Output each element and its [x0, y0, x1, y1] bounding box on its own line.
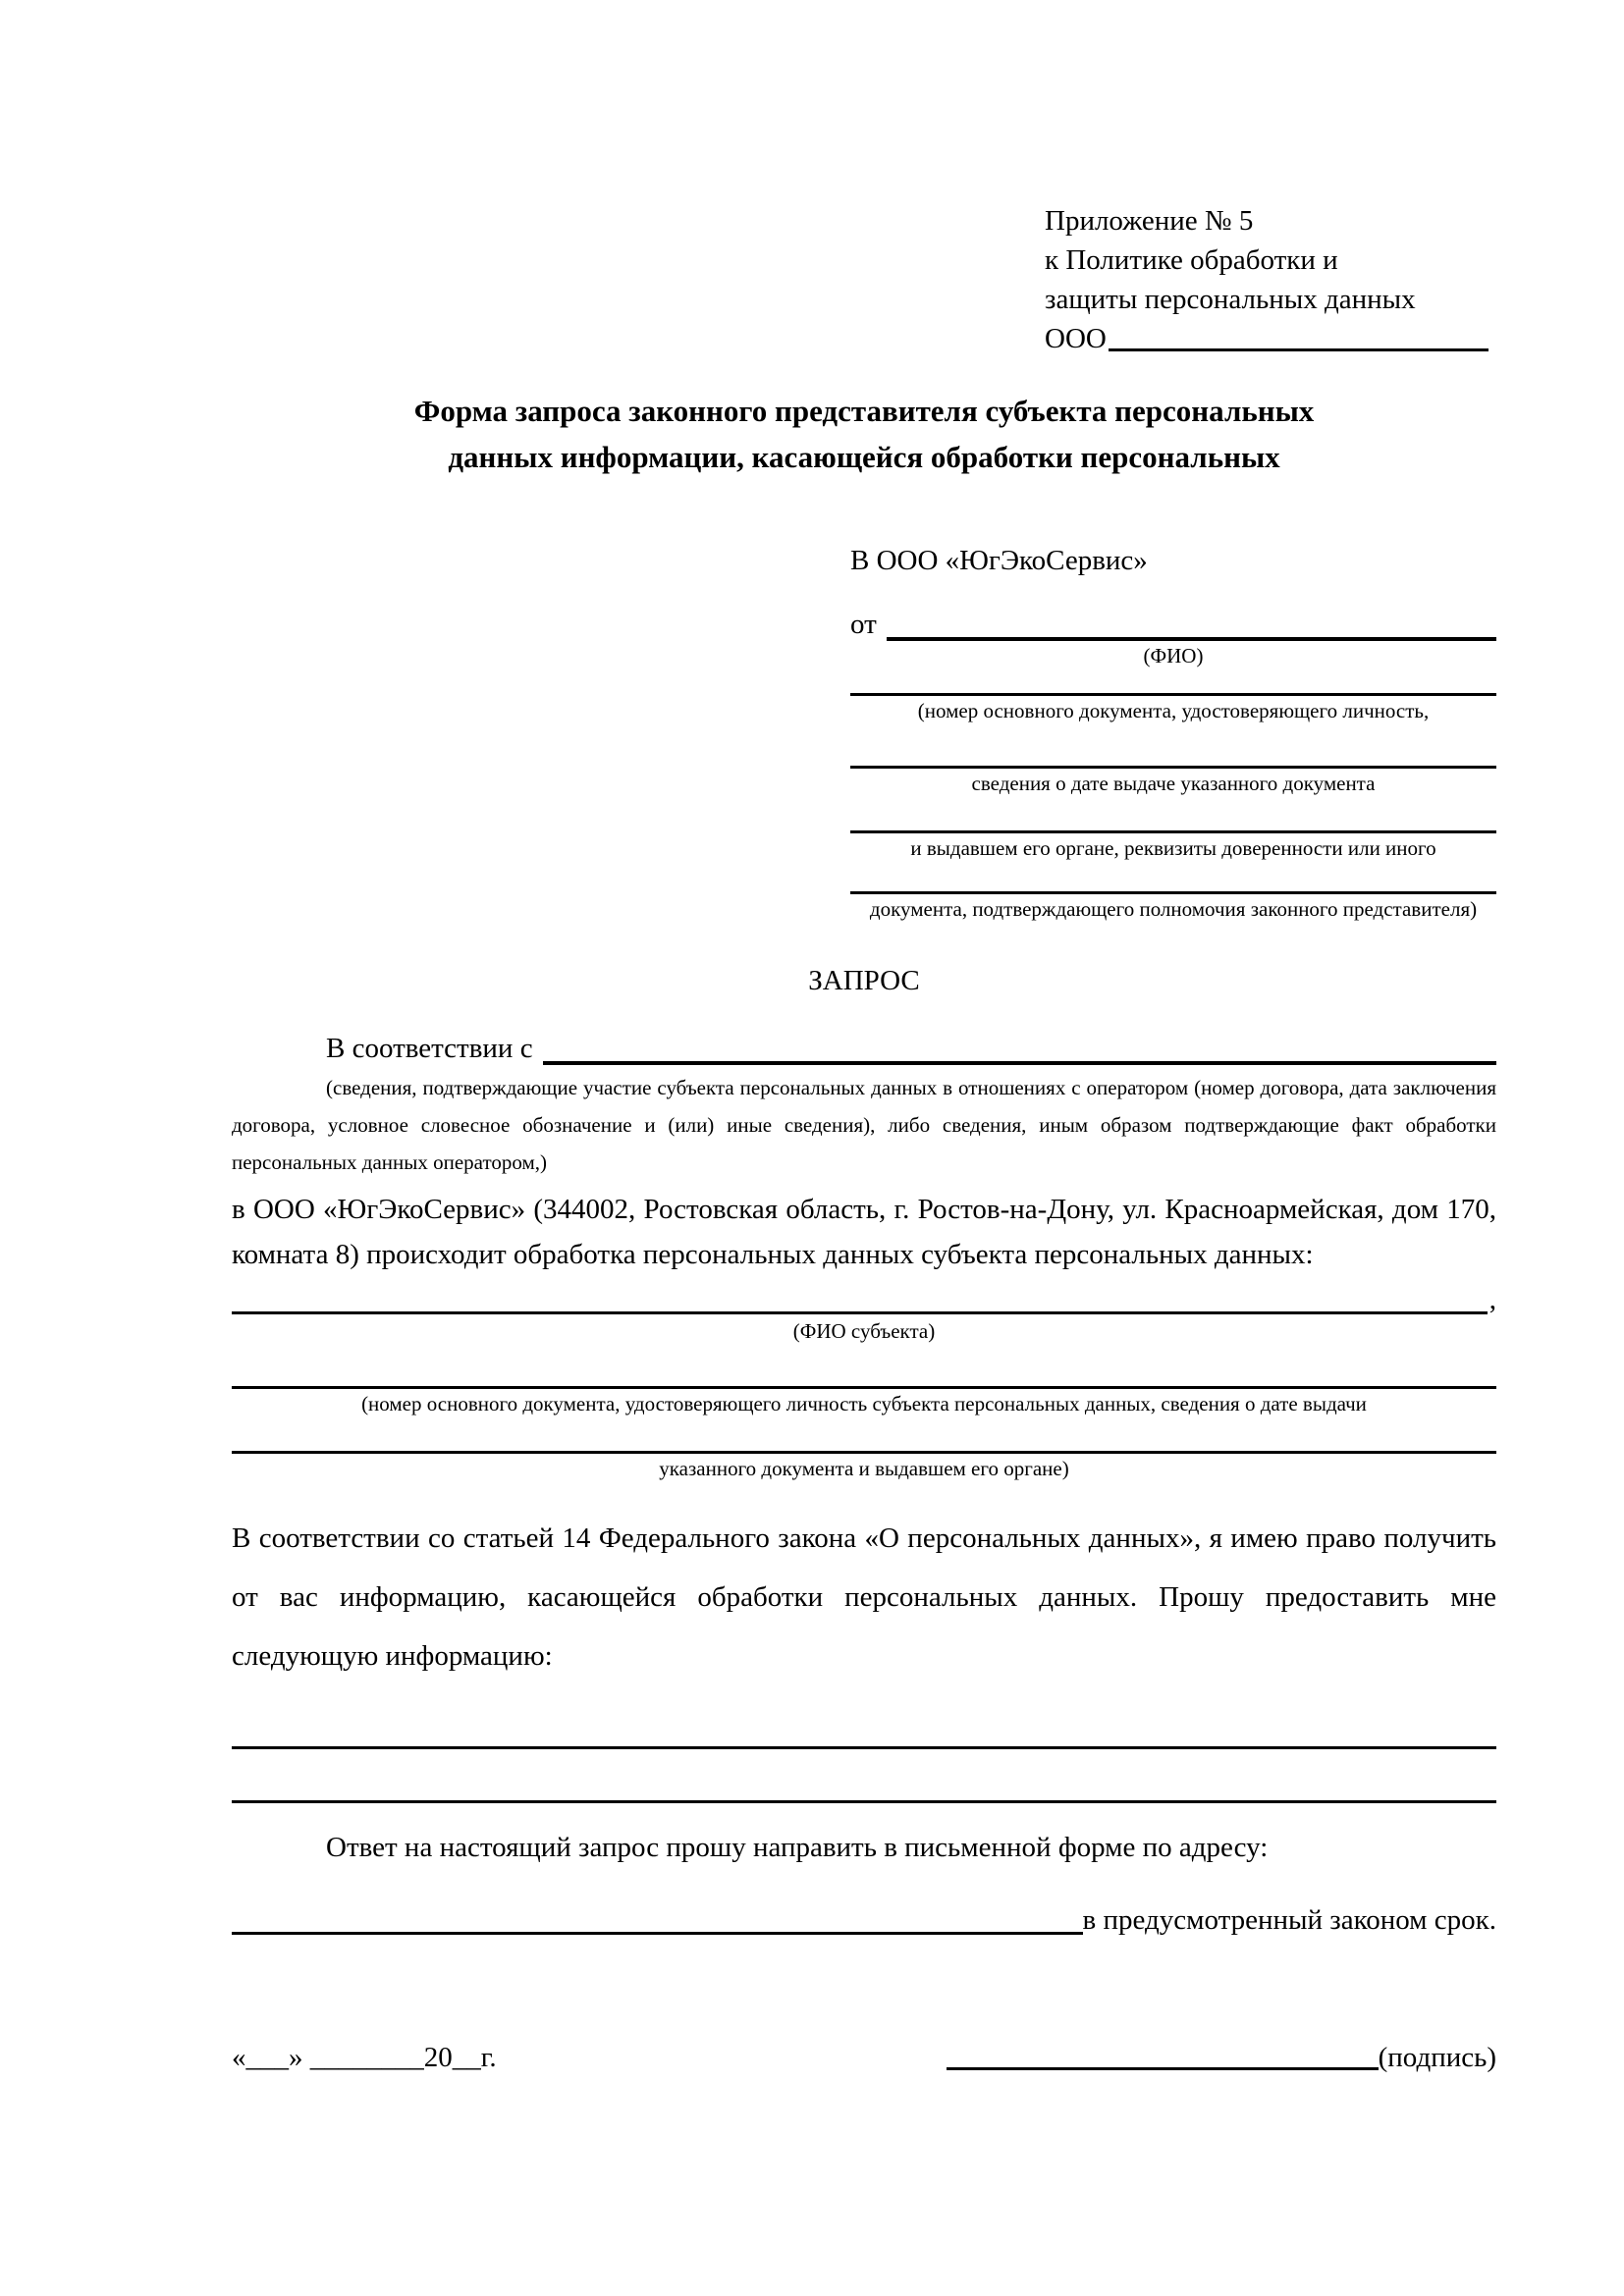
appendix-company-row	[1045, 319, 1489, 358]
date-blank: «___» ________20__г.	[232, 2042, 497, 2073]
company-prefix: ООО	[1045, 323, 1107, 354]
issuing-authority-caption: и выдавшем его органе, реквизиты доверенности или иного	[910, 836, 1436, 860]
addressee-to: В ООО «ЮгЭкоСервис»	[850, 545, 1148, 576]
doc-number-caption: (номер основного документа, удостоверяющего личность,	[917, 699, 1430, 722]
subject-doc-caption: (номер основного документа, удостоверяющего личность субъекта персональных данных, сведения о дате выдачи	[361, 1392, 1367, 1415]
signature-group	[947, 2042, 1496, 2074]
subject-fio-row	[232, 1277, 1496, 1316]
power-of-attorney-caption: документа, подтверждающего полномочия законного представителя)	[869, 897, 1478, 921]
doc-number-blank	[850, 670, 1496, 696]
info-blank-line-1	[232, 1746, 1496, 1749]
law-paragraph: В соответствии со статьей 14 Федерального закона «О персональных данных», я имею право получить от вас информацию, касающейся обработки персональных данных. Прошу предоставить мне следующую информацию:	[232, 1522, 1496, 1672]
subject-fio-caption: (ФИО субъекта)	[792, 1319, 936, 1343]
from-prefix: от	[850, 609, 877, 640]
subject-doc-issuer-caption: указанного документа и выдавшем его органе)	[659, 1457, 1069, 1480]
document-title	[232, 388, 1496, 480]
power-of-attorney-blank	[850, 863, 1496, 894]
from-row	[850, 600, 1496, 641]
subject-doc-issuer-blank	[232, 1418, 1496, 1454]
term-suffix: в предусмотренный законом срок.	[1082, 1904, 1496, 1936]
footer-row	[232, 2031, 1496, 2074]
accordance-row	[232, 1024, 1496, 1065]
issuing-authority-blank	[850, 798, 1496, 833]
title-line-1: Форма запроса законного представителя субъекта персональных	[413, 394, 1315, 428]
issue-date-blank	[850, 725, 1496, 769]
subject-doc-blank	[232, 1346, 1496, 1389]
signature-blank	[947, 2067, 1379, 2070]
request-heading: ЗАПРОС	[808, 965, 920, 996]
address-row	[232, 1894, 1496, 1937]
company-name-blank	[1109, 348, 1489, 351]
addressee-block	[850, 541, 1496, 924]
subject-fio-comma: ,	[1489, 1284, 1496, 1315]
accordance-prefix: В соответствии с	[326, 1033, 533, 1064]
info-blank-line-2	[232, 1800, 1496, 1803]
appendix-line-1: Приложение № 5	[1045, 205, 1254, 237]
accordance-fineprint: (сведения, подтверждающие участие субъекта персональных данных в отношениях с оператором (номер договора, дата заключения договора, условное словесное обозначение и (или) иные сведения), либо сведения, иным образом подтверждающие факт обработки персональных данных оператором,)	[232, 1076, 1496, 1174]
accordance-blank	[543, 1061, 1496, 1065]
title-line-2: данных информации, касающейся обработки персональных	[448, 440, 1280, 474]
address-blank	[232, 1932, 1083, 1935]
fio-caption: (ФИО)	[1143, 644, 1204, 667]
signature-caption: (подпись)	[1378, 2042, 1496, 2073]
issue-date-caption: сведения о дате выдаче указанного документа	[971, 772, 1376, 795]
subject-fio-blank	[232, 1311, 1488, 1314]
appendix-line-2: к Политике обработки и	[1045, 244, 1338, 276]
operator-paragraph: в ООО «ЮгЭкоСервис» (344002, Ростовская область, г. Ростов-на-Дону, ул. Красноармейская, дом 170, комната 8) происходит обработка персональных данных субъекта персональных данных:	[232, 1194, 1496, 1270]
appendix-header	[1045, 201, 1489, 358]
answer-paragraph: Ответ на настоящий запрос прошу направить в письменной форме по адресу:	[326, 1832, 1269, 1863]
appendix-line-3: защиты персональных данных	[1045, 284, 1416, 315]
